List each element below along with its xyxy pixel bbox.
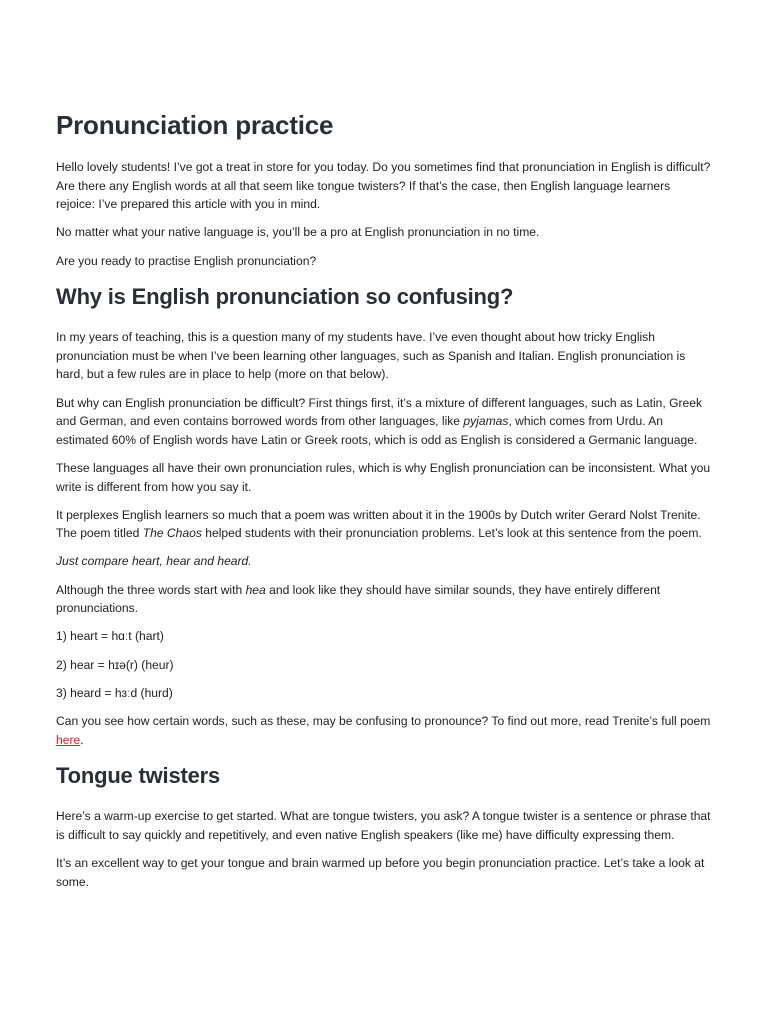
poem-title: The Chaos — [142, 526, 202, 541]
example-item: 2) hear = hɪə(r) (heur) — [56, 657, 174, 672]
section1-p4-text-a: It perplexes English learners so much that a poem was written about it in the 1900s by Dutch writer Gerard Nolst Trenite. The poem titled — [56, 507, 701, 541]
section-heading-why-confusing: Why is English pronunciation so confusing? — [56, 284, 514, 310]
section1-paragraph-4 — [56, 506, 712, 543]
intro-paragraph-2: No matter what your native language is, you’ll be a pro at English pronunciation in no time. — [56, 225, 540, 240]
intro-paragraph-3: Are you ready to practise English pronunciation? — [56, 253, 317, 268]
section1-paragraph-1: In my years of teaching, this is a question many of my students have. I’ve even thought about how tricky English pronunciation must be when I’ve been learning other languages, such as Spanish and Italian. English pronunciation is hard, but a few rules are in place to help (more on that below). — [56, 330, 686, 382]
section1-p5-text-a: Although the three words start with — [56, 582, 246, 597]
section1-p2-text-b: , which comes from Urdu. An estimated 60% of English words have Latin or Greek roots, which is odd as English is considered a Germanic language. — [56, 414, 698, 447]
section2-paragraph-1: Here’s a warm-up exercise to get started. What are tongue twisters, you ask? A tongue twister is a sentence or phrase that is difficult to say quickly and repetitively, and even native English speakers (like me) have difficulty expressing them. — [56, 809, 711, 842]
section2-paragraph-2: It’s an excellent way to get your tongue and brain warmed up before you begin pronunciation practice. Let’s take a look at some. — [56, 855, 705, 889]
example-item: 3) heard = hɜːd (hurd) — [56, 685, 173, 700]
section1-paragraph-6 — [56, 712, 712, 749]
section1-p6-text-a: Can you see how certain words, such as these, may be confusing to pronounce? To find out more, read Trenite’s full poem — [56, 714, 711, 728]
intro-paragraph-1: Hello lovely students! I’ve got a treat in store for you today. Do you sometimes find that pronunciation in English is difficult? Are there any English words at all that seem like tongue twisters? If that’s the case, then English language learners rejoice: I’ve prepared this article with you in mind. — [56, 160, 711, 212]
section-heading-tongue-twisters: Tongue twisters — [56, 763, 221, 789]
section1-p4-text-b: helped students with their pronunciation problems. Let’s look at this sentence from the poem. — [201, 526, 702, 541]
section1-p6-text-b: . — [80, 732, 84, 747]
poem-link[interactable]: here — [56, 732, 81, 747]
article-title: Pronunciation practice — [56, 110, 334, 140]
example-item: 1) heart = hɑːt (hart) — [56, 629, 164, 644]
section1-p5-text-b: and look like they should have similar sounds, they have entirely different pronunciations. — [56, 582, 661, 616]
section1-p2-text-a: But why can English pronunciation be difficult? First things first, it’s a mixture of different languages, such as Latin, Greek and German, and even contains borrowed words from other languages, like — [56, 395, 703, 429]
section1-p2-emphasis: pyjamas — [463, 414, 509, 429]
poem-quote: Just compare heart, hear and heard. — [56, 554, 252, 569]
section1-paragraph-3: These languages all have their own pronunciation rules, which is why English pronunciation can be inconsistent. What you write is different from how you say it. — [56, 460, 711, 494]
section1-paragraph-2 — [56, 394, 712, 450]
section1-paragraph-5 — [56, 581, 712, 618]
section1-p5-emphasis: hea — [245, 582, 266, 597]
